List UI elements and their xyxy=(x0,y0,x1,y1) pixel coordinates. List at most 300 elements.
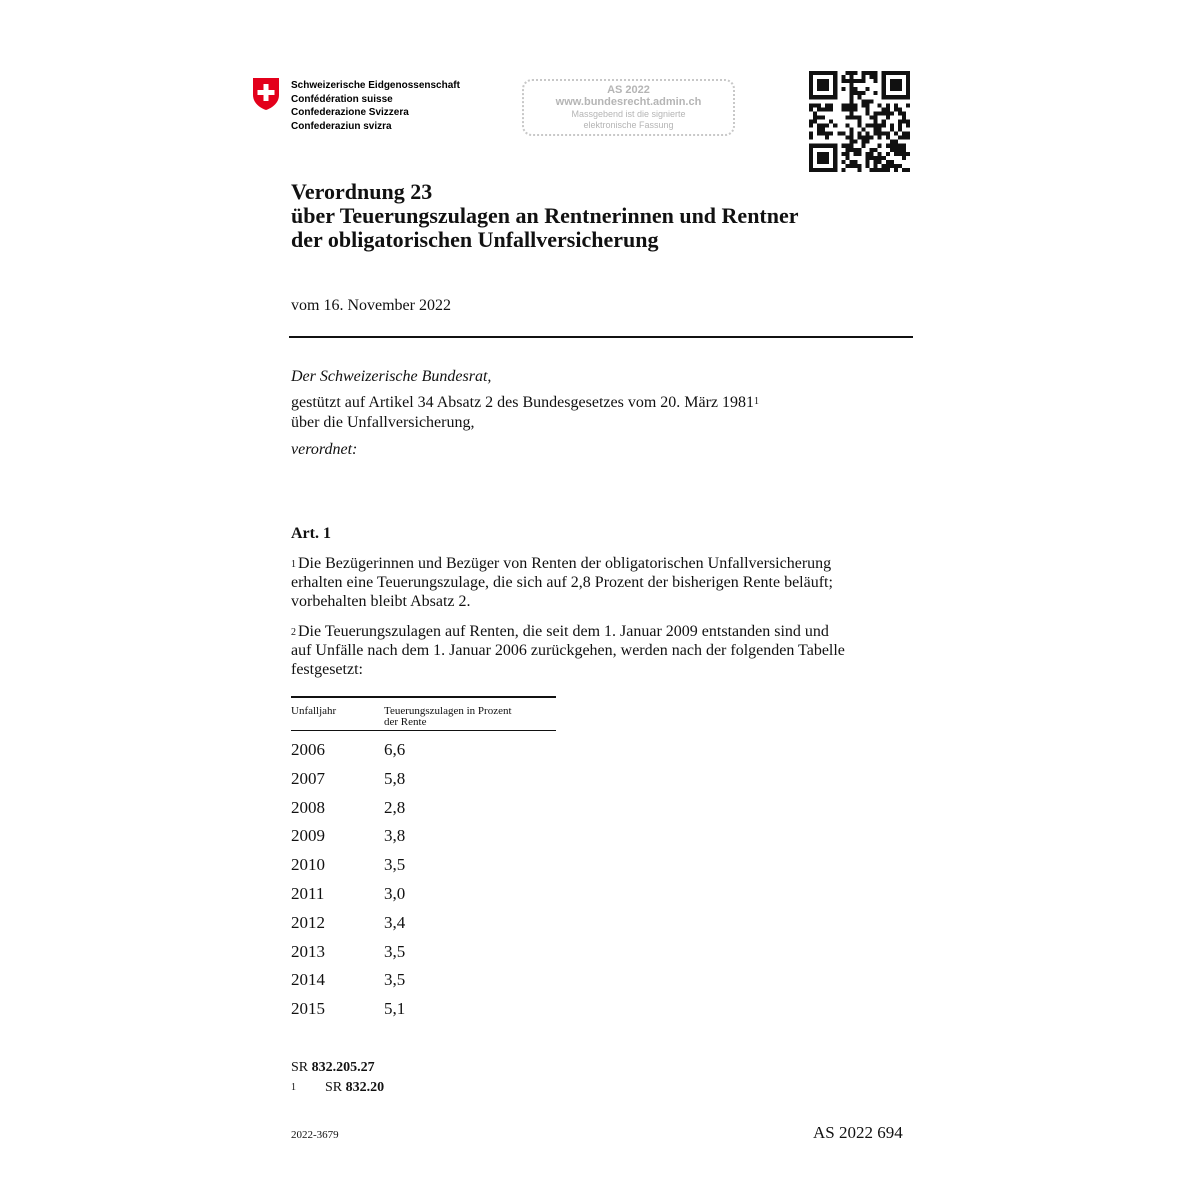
qr-module xyxy=(809,144,813,148)
legal-basis-line-2: über die Unfallversicherung, xyxy=(291,414,475,431)
table-row xyxy=(291,938,556,967)
qr-module xyxy=(878,132,882,136)
qr-module xyxy=(866,111,870,115)
qr-module xyxy=(902,136,906,140)
qr-module xyxy=(857,124,861,128)
qr-module xyxy=(874,115,878,119)
qr-module xyxy=(906,152,910,156)
qr-module xyxy=(817,115,821,119)
qr-module xyxy=(809,136,813,140)
qr-module xyxy=(841,75,845,79)
qr-module xyxy=(825,132,829,136)
qr-module xyxy=(866,140,870,144)
article-paragraph-1 xyxy=(291,554,911,611)
qr-module xyxy=(821,87,825,91)
table-row xyxy=(291,909,556,938)
qr-module xyxy=(825,136,829,140)
qr-module xyxy=(833,144,837,148)
qr-module xyxy=(894,164,898,168)
qr-module xyxy=(821,128,825,132)
qr-module xyxy=(849,136,853,140)
qr-module xyxy=(862,75,866,79)
qr-module xyxy=(886,160,890,164)
qr-module xyxy=(841,87,845,91)
qr-module xyxy=(817,107,821,111)
table-row xyxy=(291,880,556,909)
article-paragraph-2 xyxy=(291,622,911,679)
qr-module xyxy=(862,136,866,140)
qr-module xyxy=(821,115,825,119)
table-header-rule xyxy=(291,730,556,731)
qr-module xyxy=(902,168,906,172)
table-header xyxy=(291,698,556,730)
qr-module xyxy=(890,164,894,168)
title-divider xyxy=(289,336,913,338)
footnote-number: 1 xyxy=(291,1082,296,1093)
qr-module xyxy=(894,87,898,91)
qr-module xyxy=(841,168,845,172)
qr-module xyxy=(862,103,866,107)
qr-module xyxy=(882,83,886,87)
qr-module xyxy=(890,79,894,83)
qr-module xyxy=(825,156,829,160)
official-publication-stamp xyxy=(522,79,735,136)
qr-module xyxy=(874,132,878,136)
qr-module xyxy=(829,103,833,107)
qr-module xyxy=(809,79,813,83)
qr-module xyxy=(882,71,886,75)
qr-module xyxy=(809,168,813,172)
qr-module xyxy=(882,91,886,95)
qr-module xyxy=(886,132,890,136)
qr-module xyxy=(894,140,898,144)
cell-year: 2011 xyxy=(291,883,325,903)
cell-percent: 3,4 xyxy=(384,912,406,932)
qr-module xyxy=(866,132,870,136)
qr-module xyxy=(821,79,825,83)
title-line-3: der obligatorischen Unfallversicherung xyxy=(291,227,659,252)
qr-module xyxy=(898,79,902,83)
qr-module xyxy=(870,75,874,79)
qr-module xyxy=(833,79,837,83)
qr-module xyxy=(882,107,886,111)
qr-module xyxy=(857,148,861,152)
qr-module xyxy=(857,119,861,123)
footnote-1 xyxy=(291,1079,384,1097)
qr-module xyxy=(849,128,853,132)
qr-module xyxy=(906,79,910,83)
qr-module xyxy=(874,91,878,95)
document-date: vom 16. November 2022 xyxy=(291,297,451,314)
qr-module xyxy=(898,111,902,115)
qr-module xyxy=(813,144,817,148)
qr-module xyxy=(886,107,890,111)
paragraph-number: 2 xyxy=(291,627,296,638)
qr-module xyxy=(813,111,817,115)
cell-year: 2009 xyxy=(291,826,325,846)
qr-module xyxy=(845,156,849,160)
table-row xyxy=(291,966,556,995)
qr-module xyxy=(813,119,817,123)
qr-module xyxy=(821,152,825,156)
qr-module xyxy=(890,87,894,91)
stamp-note-1: Massgebend ist die signierte xyxy=(571,109,686,119)
qr-module xyxy=(853,164,857,168)
qr-module xyxy=(817,144,821,148)
qr-module xyxy=(845,71,849,75)
qr-module xyxy=(833,148,837,152)
qr-module xyxy=(809,107,813,111)
qr-module xyxy=(841,132,845,136)
qr-module xyxy=(866,136,870,140)
qr-module xyxy=(825,87,829,91)
qr-module xyxy=(862,71,866,75)
qr-module xyxy=(902,144,906,148)
qr-module xyxy=(882,164,886,168)
qr-module xyxy=(857,132,861,136)
qr-module xyxy=(874,111,878,115)
qr-module xyxy=(870,136,874,140)
stamp-url: www.bundesrecht.admin.ch xyxy=(555,96,702,108)
qr-module xyxy=(829,119,833,123)
sr-prefix: SR xyxy=(291,1060,309,1075)
qr-module xyxy=(809,87,813,91)
qr-module xyxy=(882,124,886,128)
qr-module xyxy=(890,83,894,87)
qr-module xyxy=(874,124,878,128)
qr-module xyxy=(821,107,825,111)
qr-module xyxy=(906,95,910,99)
qr-module xyxy=(833,83,837,87)
qr-module xyxy=(829,132,833,136)
qr-module xyxy=(906,91,910,95)
para1-line-1: Die Bezügerinnen und Bezüger von Renten der obligatorischen Unfallversicherung xyxy=(298,555,832,572)
qr-module xyxy=(894,144,898,148)
qr-module xyxy=(841,79,845,83)
qr-module xyxy=(845,164,849,168)
qr-module xyxy=(853,140,857,144)
qr-module xyxy=(890,124,894,128)
qr-module xyxy=(825,107,829,111)
qr-module xyxy=(817,87,821,91)
cell-percent: 3,5 xyxy=(384,855,406,875)
cell-year: 2010 xyxy=(291,855,325,875)
cell-percent: 3,8 xyxy=(384,826,406,846)
qr-module xyxy=(849,111,853,115)
qr-module xyxy=(853,160,857,164)
cell-year: 2007 xyxy=(291,768,325,788)
qr-module xyxy=(821,124,825,128)
qr-module xyxy=(902,132,906,136)
qr-module xyxy=(862,91,866,95)
qr-module xyxy=(862,144,866,148)
qr-module xyxy=(825,160,829,164)
qr-module xyxy=(825,124,829,128)
qr-module xyxy=(845,107,849,111)
qr-module xyxy=(817,83,821,87)
qr-module xyxy=(870,99,874,103)
confed-de: Schweizerische Eidgenossenschaft xyxy=(291,80,460,91)
cell-percent: 2,8 xyxy=(384,797,406,817)
qr-module xyxy=(862,128,866,132)
qr-module xyxy=(870,148,874,152)
qr-module xyxy=(813,103,817,107)
qr-module xyxy=(833,91,837,95)
qr-module xyxy=(866,103,870,107)
qr-module xyxy=(849,115,853,119)
qr-module xyxy=(866,87,870,91)
confed-rm: Confederaziun svizra xyxy=(291,120,392,132)
qr-module xyxy=(845,152,849,156)
table-row xyxy=(291,822,556,851)
qr-module xyxy=(809,156,813,160)
qr-module xyxy=(849,144,853,148)
qr-module xyxy=(857,168,861,172)
qr-module xyxy=(902,152,906,156)
qr-module xyxy=(870,152,874,156)
qr-module xyxy=(845,148,849,152)
qr-module xyxy=(833,124,837,128)
qr-module xyxy=(853,103,857,107)
qr-module xyxy=(898,128,902,132)
cell-percent: 6,6 xyxy=(384,740,406,759)
cell-year: 2008 xyxy=(291,797,325,817)
qr-module xyxy=(874,164,878,168)
document-title xyxy=(291,180,799,252)
qr-module xyxy=(833,152,837,156)
table-row xyxy=(291,995,556,1024)
stamp-note-2: elektronische Fassung xyxy=(583,120,674,130)
qr-module xyxy=(825,152,829,156)
cell-percent: 3,5 xyxy=(384,941,406,961)
qr-module xyxy=(813,168,817,172)
qr-module xyxy=(902,148,906,152)
qr-module xyxy=(874,75,878,79)
qr-module xyxy=(894,152,898,156)
qr-module xyxy=(833,95,837,99)
qr-module xyxy=(825,83,829,87)
page-reference: AS 2022 694 xyxy=(813,1123,903,1142)
title-line-2: über Teuerungszulagen an Rentnerinnen und Rentner xyxy=(291,203,799,228)
qr-module xyxy=(853,152,857,156)
qr-module xyxy=(906,124,910,128)
qr-module xyxy=(898,119,902,123)
article-heading: Art. 1 xyxy=(291,525,331,542)
qr-module xyxy=(849,91,853,95)
qr-module xyxy=(890,140,894,144)
qr-module xyxy=(874,160,878,164)
qr-module xyxy=(849,99,853,103)
qr-module xyxy=(853,71,857,75)
qr-module xyxy=(845,124,849,128)
qr-module xyxy=(866,160,870,164)
qr-module xyxy=(833,156,837,160)
qr-module xyxy=(849,87,853,91)
para2-line-3: festgesetzt: xyxy=(291,661,363,678)
qr-module xyxy=(829,71,833,75)
qr-module xyxy=(878,156,882,160)
table-row xyxy=(291,736,556,765)
qr-module xyxy=(813,115,817,119)
table-row xyxy=(291,794,556,823)
qr-module xyxy=(817,152,821,156)
qr-module xyxy=(902,156,906,160)
header-accident-year: Unfalljahr xyxy=(291,705,337,717)
qr-module xyxy=(845,136,849,140)
qr-module xyxy=(829,95,833,99)
qr-module xyxy=(857,136,861,140)
qr-module xyxy=(894,103,898,107)
qr-module xyxy=(825,103,829,107)
qr-module xyxy=(833,71,837,75)
qr-module xyxy=(809,75,813,79)
qr-module xyxy=(890,144,894,148)
qr-module xyxy=(870,115,874,119)
qr-module xyxy=(874,156,878,160)
qr-module xyxy=(898,107,902,111)
qr-module xyxy=(833,168,837,172)
qr-module xyxy=(882,79,886,83)
qr-module xyxy=(878,144,882,148)
qr-module xyxy=(853,79,857,83)
qr-module xyxy=(862,140,866,144)
qr-module xyxy=(866,124,870,128)
qr-module xyxy=(817,160,821,164)
qr-module xyxy=(894,83,898,87)
qr-module xyxy=(821,83,825,87)
qr-module xyxy=(898,87,902,91)
qr-module xyxy=(849,103,853,107)
cell-year: 2015 xyxy=(291,999,325,1019)
qr-module xyxy=(870,124,874,128)
qr-module xyxy=(821,95,825,99)
qr-module xyxy=(866,71,870,75)
cell-year: 2012 xyxy=(291,912,325,932)
qr-module xyxy=(886,95,890,99)
qr-module xyxy=(906,75,910,79)
qr-module xyxy=(849,107,853,111)
sr-number xyxy=(291,1059,375,1077)
qr-module xyxy=(874,71,878,75)
qr-module xyxy=(857,79,861,83)
qr-module xyxy=(809,164,813,168)
qr-module xyxy=(882,119,886,123)
qr-module xyxy=(809,119,813,123)
footnote-ref-1[interactable]: 1 xyxy=(754,396,760,407)
confederation-names xyxy=(291,79,460,133)
qr-module xyxy=(898,148,902,152)
qr-module xyxy=(878,111,882,115)
qr-module xyxy=(857,115,861,119)
qr-module xyxy=(878,128,882,132)
qr-module xyxy=(829,107,833,111)
qr-module xyxy=(841,107,845,111)
cell-percent: 5,8 xyxy=(384,768,406,788)
qr-module xyxy=(809,148,813,152)
qr-module xyxy=(817,79,821,83)
qr-module xyxy=(890,160,894,164)
qr-module xyxy=(870,168,874,172)
qr-module xyxy=(809,91,813,95)
qr-module xyxy=(906,103,910,107)
qr-module xyxy=(821,144,825,148)
cell-percent: 3,0 xyxy=(384,883,406,903)
qr-module xyxy=(886,103,890,107)
qr-module xyxy=(906,119,910,123)
qr-module xyxy=(878,124,882,128)
qr-module xyxy=(849,95,853,99)
qr-module xyxy=(886,144,890,148)
qr-module xyxy=(813,71,817,75)
qr-module xyxy=(898,124,902,128)
qr-module xyxy=(894,71,898,75)
document-id: 2022-3679 xyxy=(291,1129,339,1141)
confed-fr: Confédération suisse xyxy=(291,93,393,105)
qr-module xyxy=(817,71,821,75)
qr-module xyxy=(809,95,813,99)
qr-module xyxy=(849,140,853,144)
qr-module xyxy=(809,152,813,156)
paragraph-number: 1 xyxy=(291,559,296,570)
qr-module xyxy=(849,71,853,75)
qr-module xyxy=(817,156,821,160)
qr-module xyxy=(878,152,882,156)
qr-module xyxy=(833,75,837,79)
qr-module xyxy=(886,164,890,168)
qr-module xyxy=(849,83,853,87)
qr-module xyxy=(817,132,821,136)
cell-percent: 3,5 xyxy=(384,970,406,990)
qr-module xyxy=(809,71,813,75)
cell-percent: 5,1 xyxy=(384,999,406,1019)
qr-module xyxy=(906,132,910,136)
qr-module xyxy=(894,79,898,83)
footnote-prefix: SR xyxy=(325,1080,343,1095)
qr-module xyxy=(845,79,849,83)
qr-code-icon xyxy=(809,71,910,172)
qr-module xyxy=(853,87,857,91)
qr-module xyxy=(886,111,890,115)
qr-module xyxy=(817,168,821,172)
qr-module xyxy=(866,156,870,160)
qr-module xyxy=(825,71,829,75)
qr-module xyxy=(849,75,853,79)
table-row xyxy=(291,765,556,794)
qr-module xyxy=(866,152,870,156)
qr-module xyxy=(882,95,886,99)
qr-module xyxy=(845,144,849,148)
qr-module xyxy=(833,160,837,164)
cell-year: 2014 xyxy=(291,970,325,990)
qr-module xyxy=(809,83,813,87)
qr-module xyxy=(849,164,853,168)
issuing-authority: Der Schweizerische Bundesrat, xyxy=(291,368,492,385)
qr-module xyxy=(866,107,870,111)
qr-module xyxy=(902,115,906,119)
qr-module xyxy=(894,148,898,152)
qr-module xyxy=(894,132,898,136)
cell-year: 2006 xyxy=(291,740,325,759)
qr-module xyxy=(898,144,902,148)
footnote-sr-link[interactable]: 832.20 xyxy=(345,1080,385,1095)
qr-module xyxy=(857,152,861,156)
qr-module xyxy=(829,168,833,172)
qr-module xyxy=(866,164,870,168)
qr-module xyxy=(833,87,837,91)
qr-module xyxy=(882,156,886,160)
qr-module xyxy=(809,132,813,136)
qr-module xyxy=(817,95,821,99)
